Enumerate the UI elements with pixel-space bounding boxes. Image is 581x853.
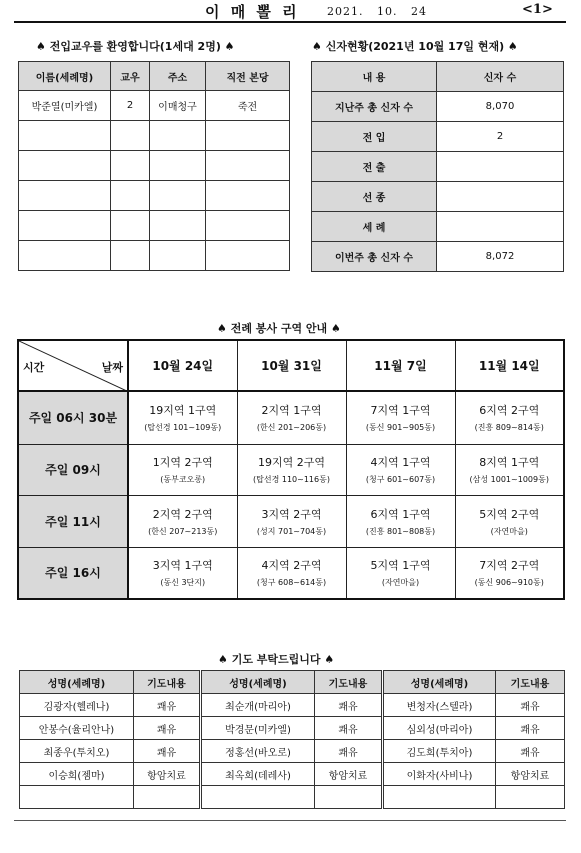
row-label: 전 출 bbox=[312, 152, 437, 182]
column-header: 직전 본당 bbox=[206, 62, 290, 91]
date-header: 10월 31일 bbox=[237, 340, 346, 391]
table-row bbox=[20, 694, 565, 717]
table-row bbox=[312, 182, 564, 212]
cell bbox=[111, 211, 150, 241]
column-header: 기도내용 bbox=[134, 671, 201, 694]
cell bbox=[150, 121, 206, 151]
table-row bbox=[20, 786, 565, 809]
cell bbox=[111, 151, 150, 181]
area-detail: (진흥 809~814동) bbox=[474, 423, 544, 433]
prayer-name bbox=[20, 786, 134, 809]
area-detail: (삼성 1001~1009동) bbox=[469, 475, 549, 484]
area-label: 7지역 2구역 bbox=[479, 559, 540, 573]
service-cell bbox=[237, 547, 346, 599]
column-header: 주소 bbox=[150, 62, 206, 91]
prayer-intention: 쾌유 bbox=[496, 694, 565, 717]
area-detail: (자연마을) bbox=[490, 526, 528, 536]
date-header: 11월 14일 bbox=[455, 340, 564, 391]
cell bbox=[19, 211, 111, 241]
area-label: 6지역 1구역 bbox=[370, 507, 431, 521]
prayer-intention: 쾌유 bbox=[496, 717, 565, 740]
area-label: 7지역 1구역 bbox=[370, 404, 431, 418]
service-cell bbox=[128, 444, 237, 495]
prayer-intention: 쾌유 bbox=[315, 740, 383, 763]
service-cell bbox=[237, 495, 346, 547]
cell bbox=[206, 151, 290, 181]
corner-date-label: 날짜 bbox=[101, 361, 123, 374]
table-row bbox=[312, 122, 564, 152]
date-header: 11월 7일 bbox=[346, 340, 455, 391]
table-row bbox=[20, 717, 565, 740]
prayer-intention: 쾌유 bbox=[134, 694, 201, 717]
service-cell bbox=[455, 495, 564, 547]
date-header: 10월 24일 bbox=[128, 340, 237, 391]
area-label: 19지역 2구역 bbox=[258, 456, 325, 469]
cell bbox=[150, 211, 206, 241]
prayer-title: ♠ 기도 부탁드립니다 ♠ bbox=[218, 653, 335, 666]
table-row bbox=[19, 151, 290, 181]
row-value: 2 bbox=[437, 122, 564, 152]
prayer-table bbox=[19, 670, 565, 809]
cell bbox=[111, 181, 150, 211]
cell bbox=[111, 241, 150, 271]
area-detail: (동신 906~910동) bbox=[474, 578, 544, 588]
row-value: 8,072 bbox=[437, 242, 564, 272]
bulletin-date: 2021. 10. 24 bbox=[327, 5, 427, 18]
prayer-intention: 쾌유 bbox=[496, 740, 565, 763]
time-label: 주일 09시 bbox=[18, 444, 128, 495]
prayer-intention bbox=[134, 786, 201, 809]
area-label: 5지역 1구역 bbox=[370, 559, 431, 573]
newcomer-name: 박준열(미카엘) bbox=[19, 91, 111, 121]
prayer-intention: 쾌유 bbox=[134, 740, 201, 763]
area-detail: (자연마을) bbox=[381, 578, 420, 588]
cell bbox=[206, 181, 290, 211]
area-label: 3지역 2구역 bbox=[261, 507, 322, 521]
newcomers-title: ♠ 전입교우를 환영합니다(1세대 2명) ♠ bbox=[36, 40, 235, 53]
row-label: 선 종 bbox=[312, 182, 437, 212]
area-label: 4지역 1구역 bbox=[370, 456, 431, 469]
cell bbox=[19, 121, 111, 151]
cell bbox=[150, 241, 206, 271]
prayer-name: 심외성(마리아) bbox=[383, 717, 496, 740]
newcomer-address: 이매청구 bbox=[150, 91, 206, 121]
prayer-name bbox=[201, 786, 315, 809]
cell bbox=[206, 211, 290, 241]
prayer-intention: 쾌유 bbox=[134, 717, 201, 740]
prayer-name: 김도희(투치아) bbox=[383, 740, 496, 763]
area-label: 1지역 2구역 bbox=[152, 456, 213, 469]
area-label: 8지역 1구역 bbox=[479, 456, 540, 469]
row-value: 8,070 bbox=[437, 92, 564, 122]
row-value bbox=[437, 182, 564, 212]
prayer-name: 최옥희(데레사) bbox=[201, 763, 315, 786]
table-row bbox=[20, 740, 565, 763]
service-cell bbox=[455, 444, 564, 495]
table-row bbox=[19, 211, 290, 241]
membership-table bbox=[311, 61, 564, 272]
table-row bbox=[18, 444, 564, 495]
area-detail: (한신 207~213동) bbox=[148, 526, 218, 536]
cell bbox=[19, 181, 111, 211]
corner-header bbox=[18, 340, 128, 391]
area-label: 2지역 2구역 bbox=[152, 507, 213, 521]
cell bbox=[150, 151, 206, 181]
column-header: 성명(세례명) bbox=[383, 671, 496, 694]
prayer-name: 변청자(스텔라) bbox=[383, 694, 496, 717]
table-row bbox=[312, 92, 564, 122]
column-header: 성명(세례명) bbox=[20, 671, 134, 694]
prayer-intention: 쾌유 bbox=[315, 694, 383, 717]
newcomer-count: 2 bbox=[111, 91, 150, 121]
area-detail: (한신 201~206동) bbox=[256, 423, 327, 433]
table-row bbox=[312, 152, 564, 182]
area-detail: (청구 601~607동) bbox=[365, 475, 436, 484]
area-detail: (탑선경 101~109동) bbox=[144, 423, 222, 433]
cell bbox=[19, 241, 111, 271]
newcomer-parish: 죽전 bbox=[206, 91, 290, 121]
table-row bbox=[18, 391, 564, 444]
area-detail: (성지 701~704동) bbox=[256, 526, 327, 536]
time-label: 주일 06시 30분 bbox=[18, 391, 128, 444]
header-divider bbox=[14, 21, 566, 23]
table-row bbox=[312, 242, 564, 272]
row-label: 전 입 bbox=[312, 122, 437, 152]
column-header: 내 용 bbox=[312, 62, 437, 92]
time-label: 주일 16시 bbox=[18, 547, 128, 599]
area-detail: (동부코오롱) bbox=[160, 475, 206, 484]
prayer-name: 박경문(미카엘) bbox=[201, 717, 315, 740]
prayer-intention bbox=[496, 786, 565, 809]
row-label: 지난주 총 신자 수 bbox=[312, 92, 437, 122]
prayer-name: 최종우(투치오) bbox=[20, 740, 134, 763]
area-detail: (진흥 801~808동) bbox=[365, 526, 436, 536]
bulletin-title: 이 매 뽈 리 bbox=[205, 3, 300, 21]
area-label: 19지역 1구역 bbox=[149, 404, 217, 418]
prayer-name: 이화자(사비나) bbox=[383, 763, 496, 786]
prayer-name: 최순개(마리아) bbox=[201, 694, 315, 717]
cell bbox=[206, 241, 290, 271]
service-cell bbox=[346, 495, 455, 547]
area-detail: (청구 608~614동) bbox=[256, 578, 327, 588]
service-cell bbox=[455, 391, 564, 444]
table-row bbox=[19, 181, 290, 211]
prayer-name: 이승희(젬마) bbox=[20, 763, 134, 786]
corner-time-label: 시간 bbox=[23, 361, 45, 374]
table-row bbox=[18, 547, 564, 599]
service-title: ♠ 전례 봉사 구역 안내 ♠ bbox=[217, 322, 341, 335]
cell bbox=[150, 181, 206, 211]
table-row bbox=[18, 495, 564, 547]
area-label: 4지역 2구역 bbox=[261, 559, 322, 573]
area-label: 2지역 1구역 bbox=[261, 404, 322, 418]
service-cell bbox=[346, 444, 455, 495]
prayer-intention: 항암치료 bbox=[315, 763, 383, 786]
prayer-name: 정홍선(바오로) bbox=[201, 740, 315, 763]
column-header: 성명(세례명) bbox=[201, 671, 315, 694]
area-label: 3지역 1구역 bbox=[152, 559, 213, 573]
service-cell bbox=[455, 547, 564, 599]
area-label: 5지역 2구역 bbox=[479, 507, 540, 521]
prayer-name: 김광자(헬레나) bbox=[20, 694, 134, 717]
column-header: 기도내용 bbox=[315, 671, 383, 694]
area-detail: (탑선경 110~116동) bbox=[253, 475, 330, 484]
area-detail: (동신 3단지) bbox=[160, 578, 206, 588]
row-value bbox=[437, 152, 564, 182]
service-table bbox=[17, 339, 565, 600]
footer-divider bbox=[14, 820, 566, 821]
prayer-name bbox=[383, 786, 496, 809]
service-cell bbox=[128, 547, 237, 599]
cell bbox=[206, 121, 290, 151]
prayer-intention: 항암치료 bbox=[496, 763, 565, 786]
service-cell bbox=[128, 495, 237, 547]
prayer-intention: 쾌유 bbox=[315, 717, 383, 740]
time-label: 주일 11시 bbox=[18, 495, 128, 547]
area-detail: (동신 901~905동) bbox=[365, 423, 436, 433]
prayer-name: 안봉수(율리안나) bbox=[20, 717, 134, 740]
column-header: 이름(세례명) bbox=[19, 62, 111, 91]
table-row bbox=[19, 121, 290, 151]
service-cell bbox=[346, 391, 455, 444]
row-label: 세 례 bbox=[312, 212, 437, 242]
row-label: 이번주 총 신자 수 bbox=[312, 242, 437, 272]
service-cell bbox=[128, 391, 237, 444]
table-row bbox=[20, 763, 565, 786]
column-header: 기도내용 bbox=[496, 671, 565, 694]
table-row bbox=[312, 212, 564, 242]
cell bbox=[111, 121, 150, 151]
prayer-intention bbox=[315, 786, 383, 809]
prayer-intention: 항암치료 bbox=[134, 763, 201, 786]
table-row bbox=[19, 91, 290, 121]
area-label: 6지역 2구역 bbox=[479, 404, 540, 418]
service-cell bbox=[237, 444, 346, 495]
column-header: 교우 bbox=[111, 62, 150, 91]
page-number: <1> bbox=[522, 2, 553, 17]
service-cell bbox=[237, 391, 346, 444]
row-value bbox=[437, 212, 564, 242]
newcomers-table bbox=[18, 61, 290, 271]
table-row bbox=[19, 241, 290, 271]
cell bbox=[19, 151, 111, 181]
column-header: 신자 수 bbox=[437, 62, 564, 92]
service-cell bbox=[346, 547, 455, 599]
membership-title: ♠ 신자현황(2021년 10월 17일 현재) ♠ bbox=[312, 40, 518, 53]
